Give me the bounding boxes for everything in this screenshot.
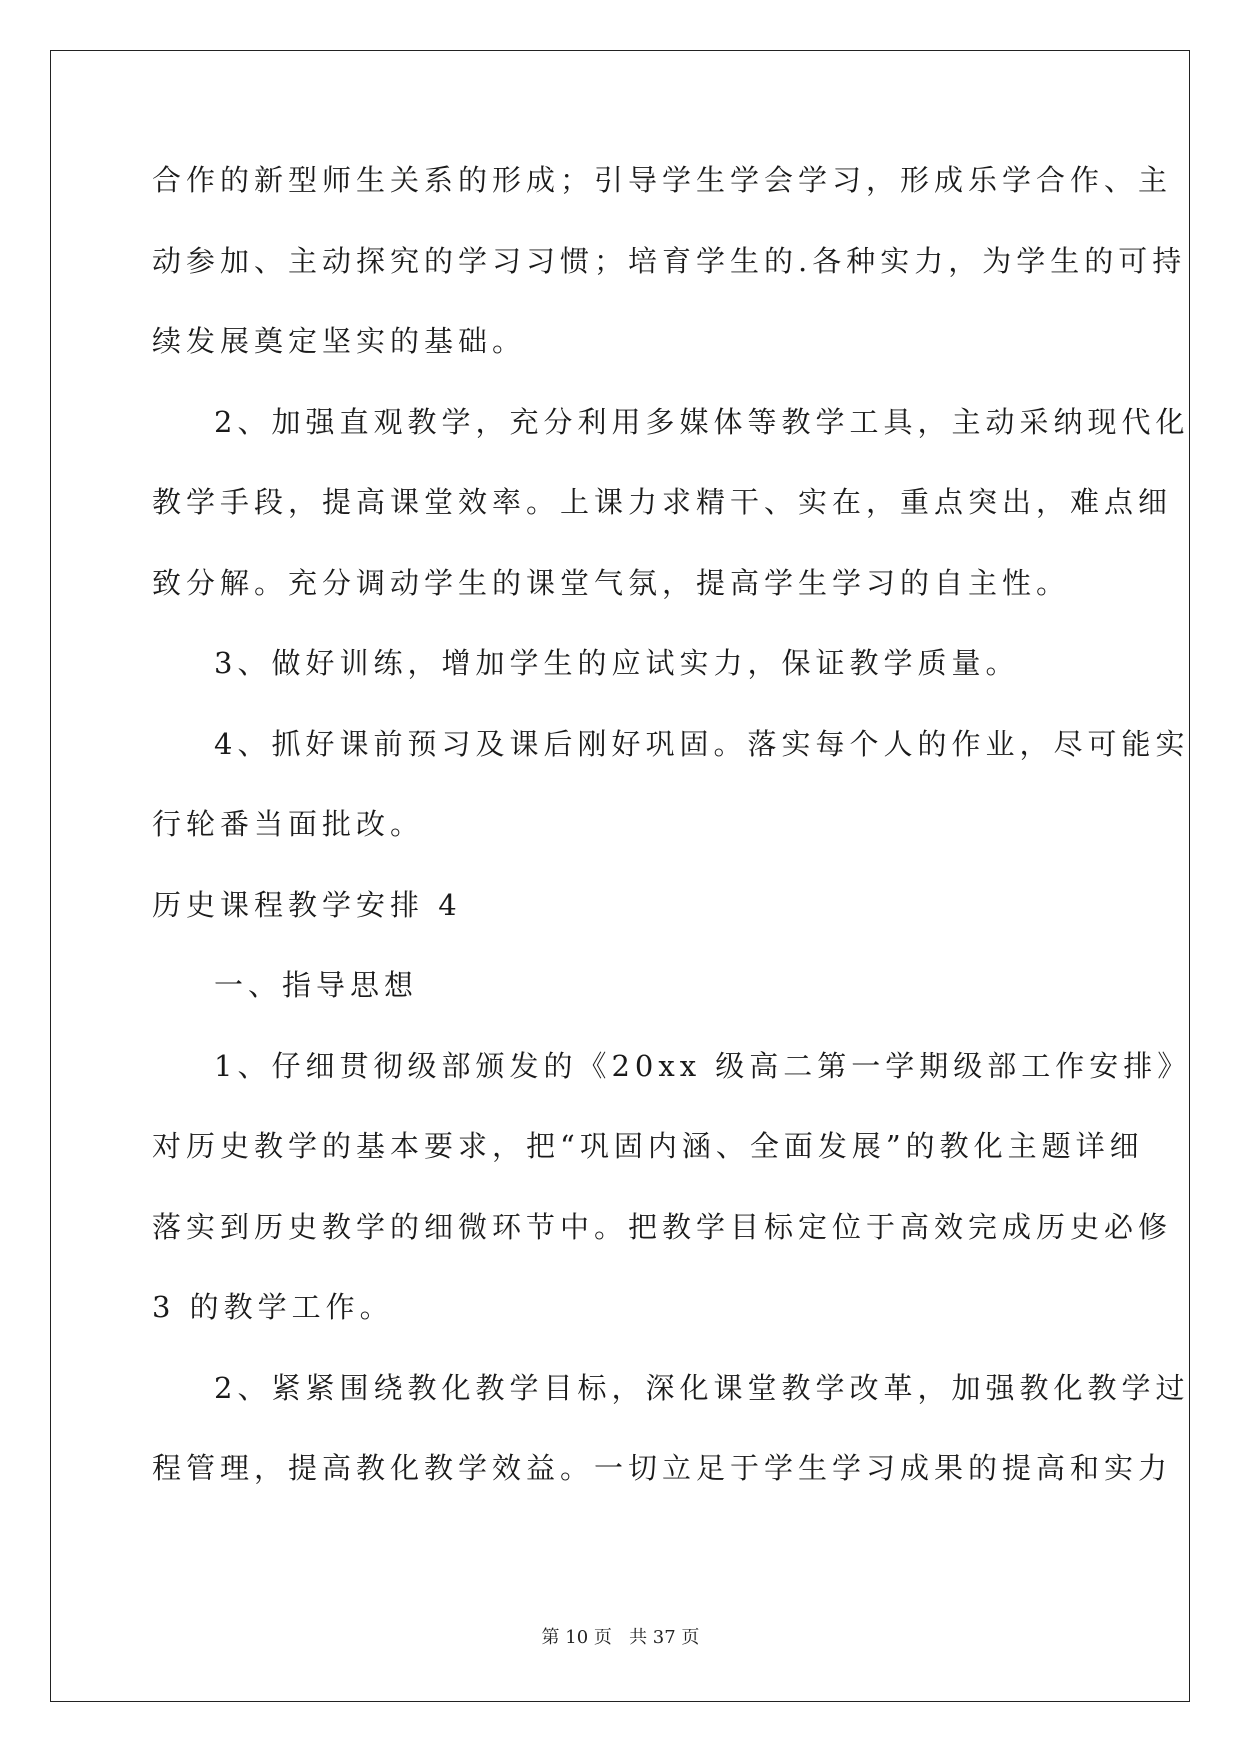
text-line: 动参加、主动探究的学习习惯；培育学生的.各种实力，为学生的可持 xyxy=(152,243,1187,278)
text-line: 2、加强直观教学，充分利用多媒体等教学工具，主动采纳现代化 xyxy=(214,404,1190,439)
text-line: 续发展奠定坚实的基础。 xyxy=(152,324,527,358)
text-line: 合作的新型师生关系的形成；引导学生学会学习，形成乐学合作、主 xyxy=(152,163,1173,197)
text-line: 行轮番当面批改。 xyxy=(152,807,425,841)
text-line: 2、紧紧围绕教化教学目标，深化课堂教学改革，加强教化教学过 xyxy=(214,1370,1190,1405)
text-line: 教学手段，提高课堂效率。上课力求精干、实在，重点突出，难点细 xyxy=(152,485,1173,519)
text-line: 程管理，提高教化教学效益。一切立足于学生学习成果的提高和实力 xyxy=(152,1451,1173,1485)
text-line: 落实到历史教学的细微环节中。把教学目标定位于高效完成历史必修 xyxy=(152,1209,1173,1244)
subsection-heading: 一、指导思想 xyxy=(214,968,419,1002)
text-line: 3、做好训练，增加学生的应试实力，保证教学质量。 xyxy=(214,646,1020,680)
text-line: 对历史教学的基本要求，把“巩固内涵、全面发展”的教化主题详细 xyxy=(152,1129,1144,1163)
section-heading: 历史课程教学安排 4 xyxy=(152,887,462,922)
text-line: 4、抓好课前预习及课后刚好巩固。落实每个人的作业，尽可能实 xyxy=(214,726,1190,761)
page-footer xyxy=(0,1623,1241,1649)
text-line: 3 的教学工作。 xyxy=(152,1290,394,1324)
document-body xyxy=(152,160,1192,1529)
text-line: 致分解。充分调动学生的课堂气氛，提高学生学习的自主性。 xyxy=(152,565,1071,600)
text-line: 1、仔细贯彻级部颁发的《20xx 级高二第一学期级部工作安排》 xyxy=(214,1048,1192,1083)
page-number: 第 10 页 xyxy=(541,1627,612,1648)
page-total: 共 37 页 xyxy=(629,1627,700,1648)
